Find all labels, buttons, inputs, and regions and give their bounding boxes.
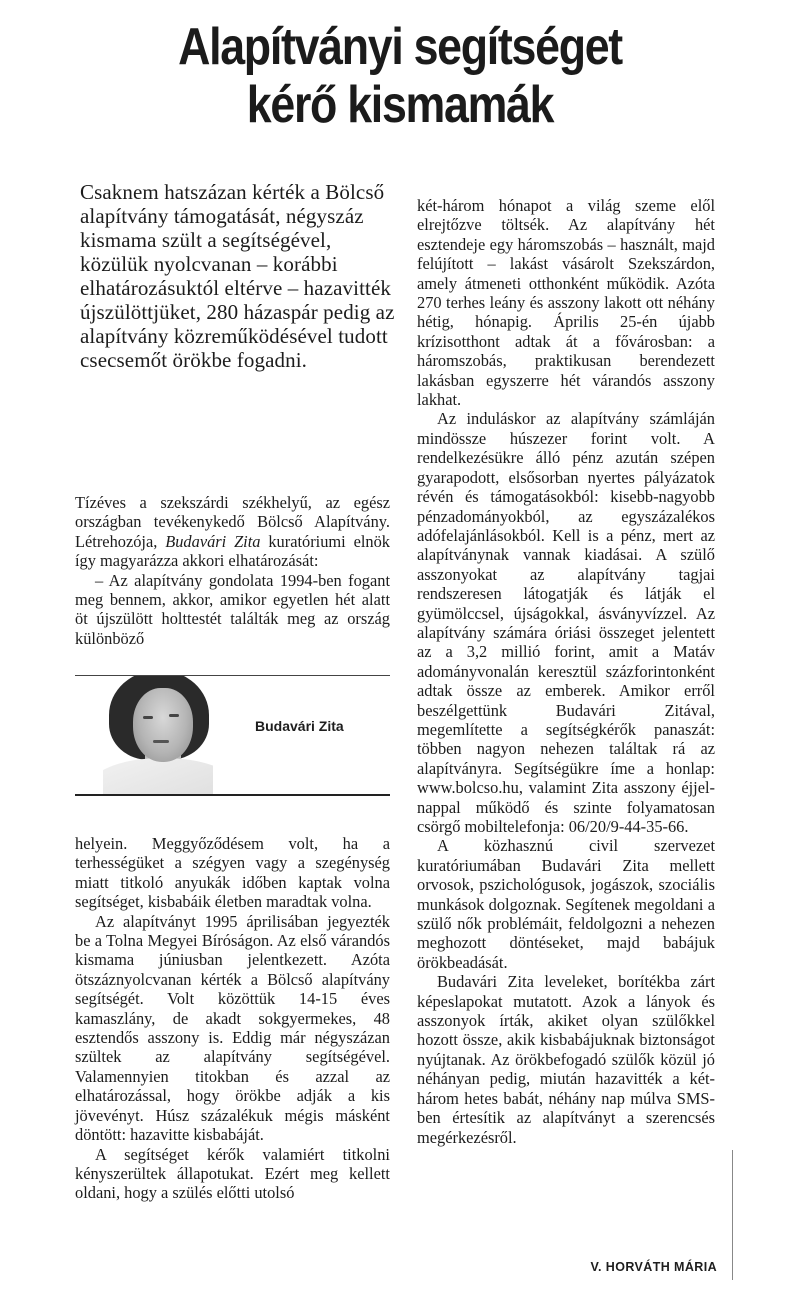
left-paragraph-2-cont: helyein. Meggyőződésem volt, ha a terhességüket a szégyen vagy a szegénység miatt titkoló anyukák időben kaptak volna segítséget, kisbabáik életben maradtak volna.: [75, 834, 390, 912]
left-p1-end: kuratóriumi elnök így magyarázza akkori elhatározását:: [75, 531, 390, 571]
right-paragraph-1: két-három hónapot a világ szeme elől elrejtőzve töltsék. Az alapítvány hét esztendeje egy háromszobás – használt, majd felújított – lakást vásárolt Szekszárdon, amely átmeneti otthonként működik. Azóta 270 terhes leány és asszony lakott ott néhány hétig, hónapig. Április 25-én újabb krízisotthont adtak át a fővárosban: a háromszobás, praktikusan berendezett lakásban egyszerre hét várandós asszony lakhat.: [417, 196, 715, 410]
right-paragraph-3: A közhasznú civil szervezet kuratóriumában Budavári Zita mellett orvosok, pszichológusok, jogászok, szociális munkások dolgoznak. Segítenek megoldani a szülő nők problémáit, feldolgozni a nehezen meghozott döntéseket, majd babájuk örökbeadását.: [417, 836, 715, 972]
right-paragraph-4: Budavári Zita leveleket, borítékba zárt képeslapokat mutatott. Azok a lányok és asszonyok írták, akiket olyan szülőkkel hozott össze, akik kisbabájuknak biztonságot nyújtanak. Az örökbefogadó szülők közül jó néhányan pedig, miután hazavitték a két-három hetes babát, néhány nap múlva SMS-ben értesítik az alapítványt a szerencsés megérkezésről.: [417, 972, 715, 1147]
left-paragraph-4: A segítséget kérők valamiért titkolni kényszerültek állapotukat. Ezért meg kellett oldani, hogy a szülés előtti utolsó: [75, 1144, 390, 1203]
left-paragraph-3: Az alapítványt 1995 áprilisában jegyezték be a Tolna Megyei Bíróságon. Az első várandós kismama júniusban jelentkezett. Azóta ötszáznyolcvanan kérték a Bölcső alapítvány segítségét. Volt közöttük 14-15 éves kamaszlány, de akadt sokgyermekes, 48 esztendős asszony is. Eddig már négyszázan szültek az alapítvány segítségével. Valamennyien titokban és azzal az elhatározással, hogy örökbe adják a kis jövevényt. Húsz százalékuk mégis másként döntött: hazavitte kisbabáját.: [75, 911, 390, 1145]
photo-box: [75, 675, 390, 796]
right-column: [417, 196, 715, 1147]
left-paragraph-1: [75, 493, 390, 571]
column-rule: [732, 1150, 733, 1280]
author-byline: V. HORVÁTH MÁRIA: [590, 1260, 717, 1274]
founder-name-italic: Budavári Zita: [165, 531, 261, 551]
left-paragraph-2: – Az alapítvány gondolata 1994-ben fogant meg bennem, akkor, amikor egyetlen hét alatt öt újszülött holttestét találták meg az ország különböző: [75, 570, 390, 648]
left-column-top: [75, 493, 390, 648]
lead-paragraph: [80, 180, 405, 372]
photo-caption: Budavári Zita: [255, 718, 344, 734]
headline-line-1: Alapítványi segítséget: [178, 18, 622, 76]
headline: [56, 18, 744, 134]
portrait-photo-icon: [103, 676, 213, 794]
right-paragraph-2: Az induláskor az alapítvány számláján mindössze húszezer forint volt. A rendelkezésükre álló pénz azután szépen gyarapodott, elsősorban nyertes pályázatok révén és támogatásokból: kisebb-nagyobb pénzadományokból, az egyszázalékos adófelajánlásokból. Kell is a pénz, mert az alapítványnak vannak kiadásai. A szülő asszonyokat az alapítvány tagjai rendszeresen látogatják és látják el gyümölccsel, újságokkal, ásványvízzel. Az alapítvány számára óriási összeget jelentett az a 3,2 millió forint, amit a Matáv adományvonalán keresztül százforintonként adtak össze az emberek. Amikor erről beszélgettünk Budavári Zitával, megemlítette a segítségkérők panaszát: többen nagyon nehezen találtak rá az alapítványra. Segítségükre íme a honlap: www.bolcso.hu, valamint Zita asszony éjjel-nappal működő és szinte folyamatosan csörgő mobiltelefonja: 06/20/9-44-35-66.: [417, 409, 715, 836]
left-column-bottom: [75, 834, 390, 1203]
headline-line-2: kérő kismamák: [246, 76, 554, 134]
left-p1-start: Tízéves a szekszárdi székhelyű, az egész országban tevékenykedő Bölcső Alapítvány. Létrehozója,: [75, 493, 390, 551]
lead-text: Csaknem hatszázan kérték a Bölcső alapítvány támogatását, négyszáz kismama szült a segítségével, közülük nyolcvanan – korábbi elhatározásuktól eltérve – hazavitték újszülöttjüket, 280 házaspár pedig az alapítvány közreműködésével tudott csecsemőt örökbe fogadni.: [80, 180, 395, 372]
